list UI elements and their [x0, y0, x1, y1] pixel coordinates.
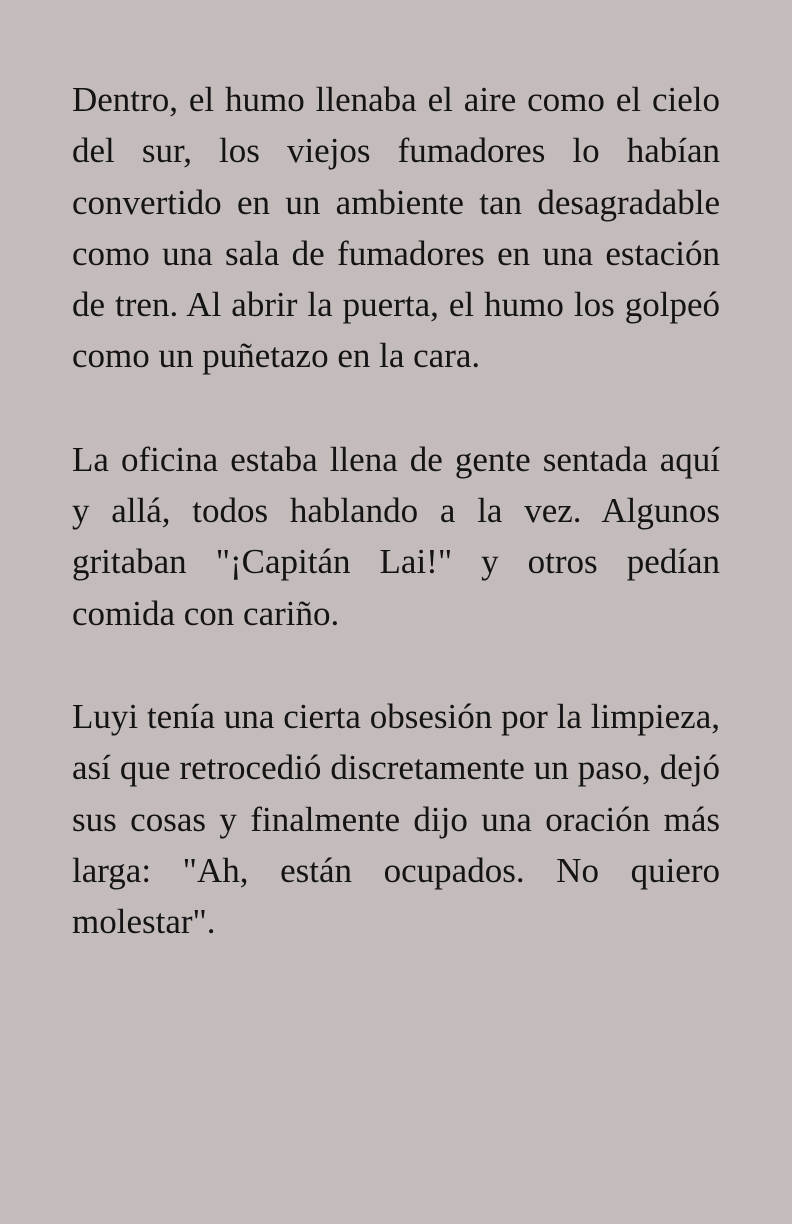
- document-page: [72, 74, 720, 947]
- paragraph-2: La oficina estaba llena de gente sentada aquí y allá, todos hablando a la vez. Algunos gritaban "¡Capitán Lai!" y otros pedían comida con cariño.: [72, 439, 720, 633]
- paragraph-1: Dentro, el humo llenaba el aire como el cielo del sur, los viejos fumadores lo habían convertido en un ambiente tan desagradable como una sala de fumadores en una estación de tren. Al abrir la puerta, el humo los golpeó como un puñetazo en la cara.: [72, 80, 720, 376]
- paragraph-3: Luyi tenía una cierta obsesión por la limpieza, así que retrocedió discretamente un paso, dejó sus cosas y finalmente dijo una oración más larga: "Ah, están ocupados. No quiero molestar".: [72, 696, 720, 942]
